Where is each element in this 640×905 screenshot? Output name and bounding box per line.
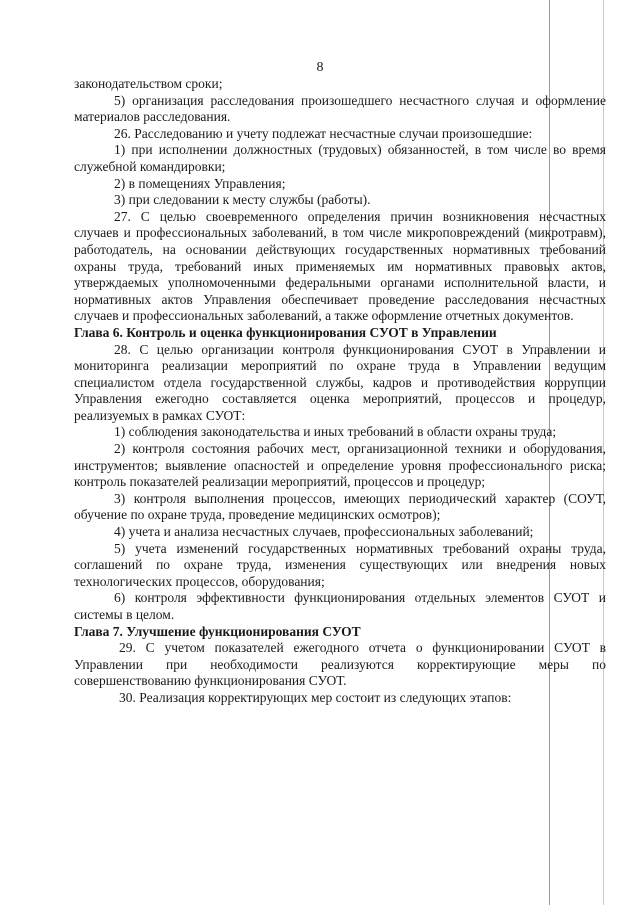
document-body [74, 76, 606, 707]
page-number: 8 [316, 60, 324, 75]
ch6-list-item-6: 6) контроля эффективности функционирования отдельных элементов СУОТ и системы в целом. [74, 590, 606, 622]
chapter-7-title: Глава 7. Улучшение функционирования СУОТ [74, 623, 361, 639]
list-item-1: 1) при исполнении должностных (трудовых) обязанностей, в том числе во время служебной командировки; [74, 142, 606, 174]
list-item-5: 5) организация расследования произошедшего несчастного случая и оформление материалов расследования. [74, 92, 606, 125]
ch6-list-item-1: 1) соблюдения законодательства и иных требований в области охраны труда; [114, 424, 557, 440]
ch6-list-item-5: 5) учета изменений государственных нормативных требований охраны труда, соглашений по охране труда, изменения существующих или внедрения новых технологических процессов, оборудования; [74, 540, 606, 589]
list-item-3: 3) при следовании к месту службы (работы). [114, 192, 371, 208]
paragraph-30: 30. Реализация корректирующих мер состоит из следующих этапов: [119, 689, 512, 705]
ch6-list-item-2: 2) контроля состояния рабочих мест, организационной техники и оборудования, инструментов; выявление опасностей и определение уровня профессионального риска; контроль показателей реализации мероприятий, процессов и процедур; [74, 441, 606, 490]
paragraph-26: 26. Расследованию и учету подлежат несчастные случаи произошедшие: [114, 125, 533, 141]
paragraph-27: 27. С целью своевременного определения причин возникновения несчастных случаев и профессиональных заболеваний, в том числе микроповреждений (микротравм), работодатель, на основании действующих государственных нормативных требований охраны труда, требований иных применяемых им нормативных правовых актов, утверждаемых уполномоченными федеральными органами исполнительной власти, и нормативных актов Управления обеспечивает проведение расследования несчастных случаев и профессиональных заболеваний, а также оформление отчетных документов. [74, 208, 606, 324]
list-item-2: 2) в помещениях Управления; [114, 175, 286, 191]
ch6-list-item-3: 3) контроля выполнения процессов, имеющих периодический характер (СОУТ, обучение по охране труда, проведение медицинских осмотров); [74, 490, 606, 523]
ch6-list-item-4: 4) учета и анализа несчастных случаев, профессиональных заболеваний; [114, 524, 534, 540]
paragraph-28: 28. С целью организации контроля функционирования СУОТ в Управлении и мониторинга реализации мероприятий по охране труда в Управлении ведущим специалистом отдела государственной службы, кадров и противодействия коррупции Управления ежегодно составляется оценка мероприятий, процессов и процедур, реализуемых в рамках СУОТ: [74, 341, 606, 423]
chapter-6-title: Глава 6. Контроль и оценка функционирования СУОТ в Управлении [74, 324, 497, 340]
paragraph: законодательством сроки; [74, 76, 223, 91]
paragraph-29: 29. С учетом показателей ежегодного отчета о функционировании СУОТ в Управлении при необходимости реализуются корректирующие меры по совершенствованию функционирования СУОТ. [74, 640, 606, 689]
